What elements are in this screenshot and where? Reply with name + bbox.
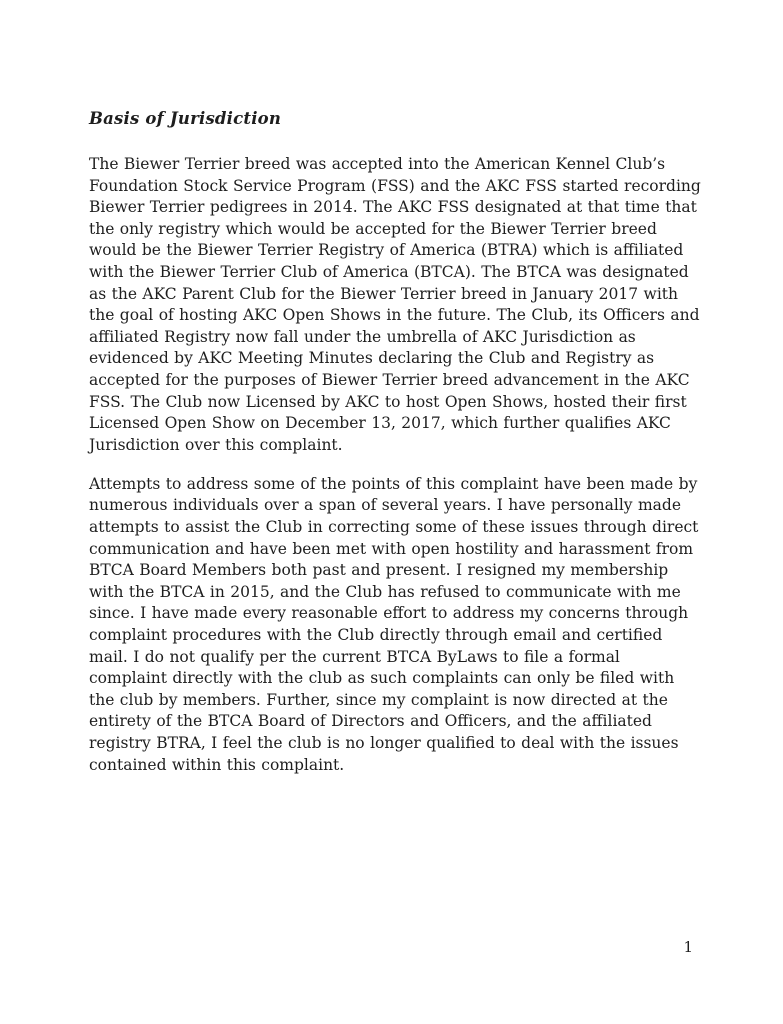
paragraph-attempts-to-address: Attempts to address some of the points of this complaint have been made by numerous individuals over a span of several years. I have personally made attempts to assist the Club in correcting some of these issues through direct communication and have been met with open hostility and harassment from BTCA Board Members both past and present. I resigned my membership with the BTCA in 2015, and the Club has refused to communicate with me since. I have made every reasonable effort to address my concerns through complaint procedures with the Club directly through email and certified mail. I do not qualify per the current BTCA ByLaws to file a formal complaint directly with the club as such complaints can only be filed with the club by members. Further, since my complaint is now directed at the entirety of the BTCA Board of Directors and Officers, and the affiliated registry BTRA, I feel the club is no longer qualified to deal with the issues contained within this complaint. [89,474,699,774]
page-number: 1 [683,938,693,956]
section-heading: Basis of Jurisdiction [89,109,282,128]
paragraph-basis-of-jurisdiction: The Biewer Terrier breed was accepted into the American Kennel Club’s Foundation Stock Service Program (FSS) and the AKC FSS started recording Biewer Terrier pedigrees in 2014. The AKC FSS designated at that time that the only registry which would be accepted for the Biewer Terrier breed would be the Biewer Terrier Registry of America (BTRA) which is affiliated with the Biewer Terrier Club of America (BTCA). The BTCA was designated as the AKC Parent Club for the Biewer Terrier breed in January 2017 with the goal of hosting AKC Open Shows in the future. The Club, its Officers and affiliated Registry now fall under the umbrella of AKC Jurisdiction as evidenced by AKC Meeting Minutes declaring the Club and Registry as accepted for the purposes of Biewer Terrier breed advancement in the AKC FSS. The Club now Licensed by AKC to host Open Shows, hosted their first Licensed Open Show on December 13, 2017, which further qualifies AKC Jurisdiction over this complaint. [89,155,701,454]
document-content [89,108,701,794]
